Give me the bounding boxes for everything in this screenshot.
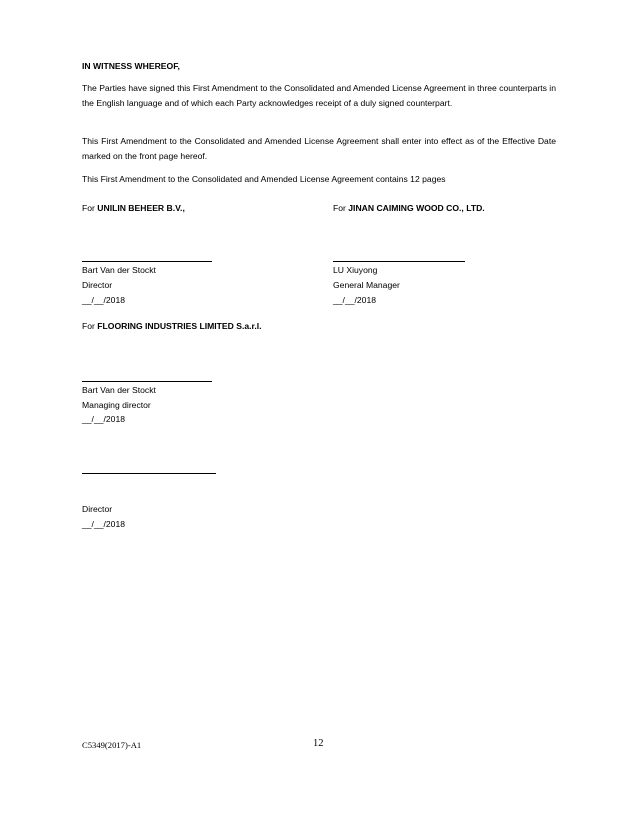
signatory-name-jinan: LU Xiuyong <box>333 265 378 275</box>
signature-line-unilin[interactable] <box>82 261 212 262</box>
for-label: For <box>82 203 95 213</box>
witness-heading: IN WITNESS WHEREOF, <box>82 61 180 71</box>
party-unilin-name: UNILIN BEHEER B.V., <box>97 203 185 213</box>
paragraph-effective-date: This First Amendment to the Consolidated and Amended License Agreement shall enter into effect as of the Effective Date marked on the front page hereof. <box>82 136 556 161</box>
signatory-title-flooring-2: Director <box>82 504 113 514</box>
signatory-title-jinan: General Manager <box>333 280 400 290</box>
signature-date-flooring-2[interactable]: __/__/2018 <box>82 519 126 529</box>
signature-date-unilin[interactable]: __/__/2018 <box>82 295 126 305</box>
paragraph-page-count: This First Amendment to the Consolidated and Amended License Agreement contains 12 pages <box>82 174 446 184</box>
signatory-name-unilin: Bart Van der Stockt <box>82 265 156 275</box>
signatory-name-flooring-1: Bart Van der Stockt <box>82 385 156 395</box>
signature-line-jinan[interactable] <box>333 261 465 262</box>
signatory-title-flooring-1: Managing director <box>82 400 151 410</box>
document-code: C5349(2017)-A1 <box>82 740 142 750</box>
page-number: 12 <box>313 738 324 749</box>
party-unilin-heading <box>82 202 185 214</box>
for-label: For <box>333 203 346 213</box>
signatory-title-unilin: Director <box>82 280 113 290</box>
for-label: For <box>82 321 95 331</box>
party-flooring-heading <box>82 320 262 332</box>
party-flooring-name: FLOORING INDUSTRIES LIMITED S.a.r.l. <box>97 321 262 331</box>
party-jinan-heading <box>333 202 485 214</box>
paragraph-counterparts: The Parties have signed this First Amendment to the Consolidated and Amended License Agreement in three counterparts in the English language and of which each Party acknowledges receipt of a duly signed counterpart. <box>82 83 556 108</box>
signature-date-jinan[interactable]: __/__/2018 <box>333 295 377 305</box>
signature-line-flooring-1[interactable] <box>82 381 212 382</box>
party-jinan-name: JINAN CAIMING WOOD CO., LTD. <box>348 203 485 213</box>
signature-date-flooring-1[interactable]: __/__/2018 <box>82 414 126 424</box>
signature-line-flooring-2[interactable] <box>82 473 216 474</box>
